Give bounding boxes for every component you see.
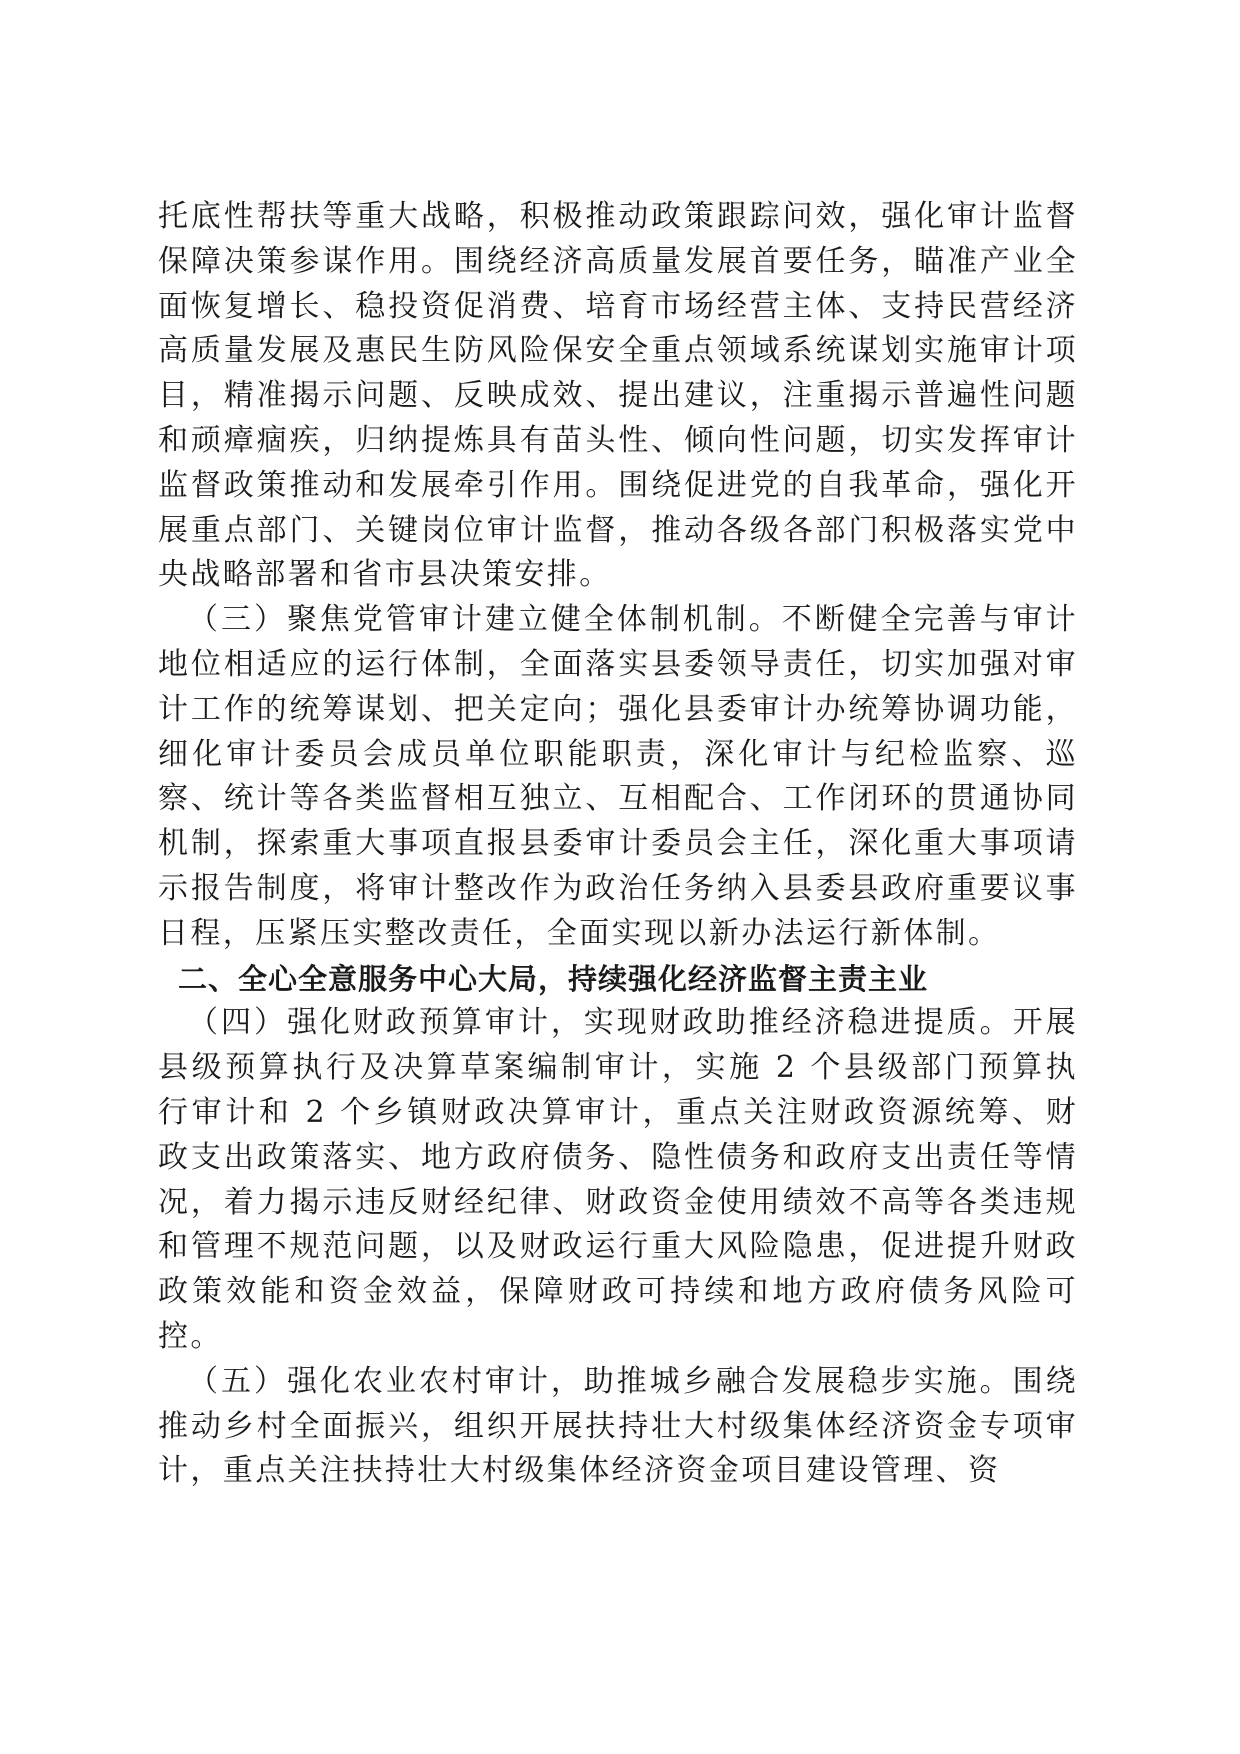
document-body [158, 195, 1078, 1494]
section-4-text: 开展县级预算执行及决算草案编制审计，实施 2 个县级部门预算执行审计和 2 个乡镇财政决算审计，重点关注财政资源统筹、财政支出政策落实、地方政府债务、隐性债务和政府支出责任等情况，着力揭示违反财经纪律、财政资金使用绩效不高等各类违规和管理不规范问题，以及财政运行重大风险隐患，促进提升财政政策效能和资金效益，保障财政可持续和地方政府债务风险可控。 [158, 1005, 1078, 1354]
section-3-lead: （三）聚焦党管审计建立健全体制机制。 [188, 602, 782, 638]
chapter-heading-2: 二、全心全意服务中心大局，持续强化经济监督主责主业 [178, 961, 929, 996]
paragraph-section-3 [158, 598, 1078, 956]
paragraph-section-4 [158, 1001, 1078, 1359]
paragraph-section-5 [158, 1360, 1078, 1494]
section-3-text: 不断健全完善与审计地位相适应的运行体制，全面落实县委领导责任，切实加强对审计工作的统筹谋划、把关定向；强化县委审计办统筹协调功能，细化审计委员会成员单位职能职责，深化审计与纪检监察、巡察、统计等各类监督相互独立、互相配合、工作闭环的贯通协同机制，探索重大事项直报县委审计委员会主任，深化重大事项请示报告制度，将审计整改作为政治任务纳入县委县政府重要议事日程，压紧压实整改责任，全面实现以新办法运行新体制。 [158, 602, 1078, 951]
section-4-lead: （四）强化财政预算审计，实现财政助推经济稳进提质。 [188, 1005, 1013, 1041]
section-5-text: 围绕推动乡村全面振兴，组织开展扶持壮大村级集体经济资金专项审计，重点关注扶持壮大村级集体经济资金项目建设管理、资 [158, 1363, 1078, 1489]
paragraph-continuation [158, 195, 1078, 598]
section-5-lead: （五）强化农业农村审计，助推城乡融合发展稳步实施。 [188, 1363, 1013, 1399]
paragraph-text: 托底性帮扶等重大战略，积极推动政策跟踪问效，强化审计监督保障决策参谋作用。围绕经济高质量发展首要任务，瞄准产业全面恢复增长、稳投资促消费、培育市场经营主体、支持民营经济高质量发展及惠民生防风险保安全重点领域系统谋划实施审计项目，精准揭示问题、反映成效、提出建议，注重揭示普遍性问题和顽瘴痼疾，归纳提炼具有苗头性、倾向性问题，切实发挥审计监督政策推动和发展牵引作用。围绕促进党的自我革命，强化开展重点部门、关键岗位审计监督，推动各级各部门积极落实党中央战略部署和省市县决策安排。 [158, 199, 1078, 593]
